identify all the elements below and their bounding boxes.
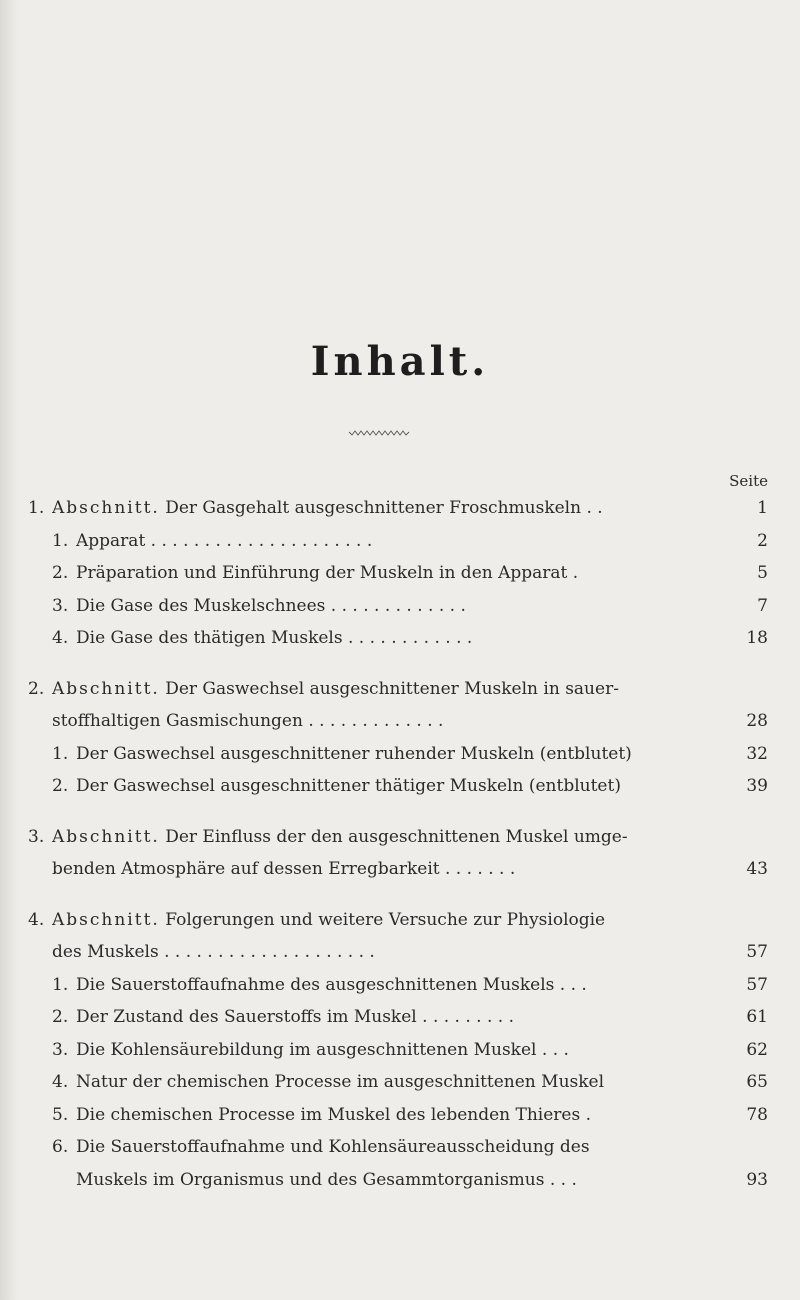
- toc-line: [28, 1131, 772, 1164]
- toc-section: [28, 904, 772, 969]
- toc-line: [28, 590, 772, 623]
- toc-line: [28, 557, 772, 590]
- item-number: 1.: [52, 743, 69, 764]
- item-number: 1.: [52, 530, 69, 551]
- item-number: 2.: [52, 563, 69, 583]
- toc-line: [28, 492, 772, 525]
- section-abschnitt: Abschnitt.: [52, 678, 160, 699]
- page-number: 5: [757, 563, 768, 583]
- toc-line: [28, 853, 772, 886]
- item-number: 4.: [52, 1072, 69, 1092]
- section-title: stoffhaltigen Gasmischungen . . . . . . . . . . . . .: [52, 711, 444, 731]
- item-title: Der Gaswechsel ausgeschnittener thätiger Muskeln (entblutet): [76, 776, 621, 796]
- table-of-contents: [28, 460, 772, 1196]
- section-gap: [28, 803, 772, 821]
- section-number: 2.: [28, 678, 45, 699]
- section-title: des Muskels . . . . . . . . . . . . . . . . . . . .: [52, 942, 375, 962]
- item-title: Natur der chemischen Processe im ausgeschnittenen Muskel: [76, 1072, 605, 1092]
- item-number: 1.: [52, 974, 69, 995]
- toc-line: [28, 821, 772, 854]
- item-number: 2.: [52, 776, 69, 796]
- toc-item: [28, 1001, 772, 1034]
- page-number: 2: [757, 530, 768, 551]
- toc-line: [28, 936, 772, 969]
- item-title: Die Gase des Muskelschnees . . . . . . . . . . . . .: [76, 595, 466, 616]
- toc-item: [28, 1034, 772, 1067]
- section-abschnitt: Abschnitt.: [52, 909, 160, 930]
- page-column-header: Seite: [729, 472, 768, 490]
- item-title: Apparat . . . . . . . . . . . . . . . . . . . . .: [76, 530, 373, 551]
- section-title: Abschnitt. Folgerungen und weitere Versuche zur Physiologie: [52, 909, 606, 930]
- toc-line: [28, 705, 772, 738]
- toc-item: [28, 770, 772, 803]
- toc-line: [28, 1099, 772, 1132]
- section-number: 3.: [28, 826, 45, 847]
- page-number: 39: [746, 776, 768, 796]
- section-gap: [28, 655, 772, 673]
- toc-line: [28, 1164, 772, 1197]
- section-abschnitt: Abschnitt.: [52, 498, 160, 518]
- toc-line: [28, 738, 772, 771]
- page-number: 65: [746, 1072, 768, 1092]
- section-abschnitt: Abschnitt.: [52, 826, 160, 847]
- page-number: 32: [746, 743, 768, 764]
- toc-item: [28, 738, 772, 771]
- section-number: 4.: [28, 909, 45, 930]
- toc-body: [28, 492, 772, 1196]
- page-number: 18: [746, 628, 768, 648]
- toc-item: [28, 622, 772, 655]
- item-title: Die Sauerstoffaufnahme des ausgeschnittenen Muskels . . .: [76, 974, 587, 995]
- ornament-divider: [348, 428, 410, 438]
- toc-section: [28, 821, 772, 886]
- toc-item: [28, 590, 772, 623]
- item-title: Der Zustand des Sauerstoffs im Muskel . . . . . . . . .: [76, 1007, 514, 1027]
- toc-line: [28, 673, 772, 706]
- toc-item: [28, 1066, 772, 1099]
- toc-item: [28, 1099, 772, 1132]
- toc-line: [28, 1034, 772, 1067]
- item-number: 3.: [52, 1039, 69, 1060]
- toc-line: [28, 1001, 772, 1034]
- item-title: Die Gase des thätigen Muskels . . . . . . . . . . . .: [76, 628, 473, 648]
- section-title: Abschnitt. Der Gasgehalt ausgeschnittener Froschmuskeln . .: [52, 498, 603, 518]
- section-gap: [28, 886, 772, 904]
- page-number: 7: [757, 595, 768, 616]
- item-title: Der Gaswechsel ausgeschnittener ruhender Muskeln (entblutet): [76, 743, 632, 764]
- page-number: 93: [746, 1169, 768, 1190]
- toc-line: [28, 525, 772, 558]
- page-number: 61: [746, 1007, 768, 1027]
- section-number: 1.: [28, 498, 45, 518]
- page-number: 1: [757, 498, 768, 518]
- item-number: 6.: [52, 1137, 69, 1157]
- toc-line: [28, 622, 772, 655]
- toc-section: [28, 492, 772, 525]
- toc-item: [28, 525, 772, 558]
- section-title: benden Atmosphäre auf dessen Erregbarkeit . . . . . . .: [52, 859, 516, 879]
- page-number: 28: [746, 711, 768, 731]
- toc-item: [28, 1131, 772, 1196]
- item-number: 3.: [52, 595, 69, 616]
- item-number: 4.: [52, 628, 69, 648]
- item-number: 5.: [52, 1104, 69, 1125]
- item-number: 2.: [52, 1007, 69, 1027]
- toc-line: [28, 904, 772, 937]
- page-title: Inhalt.: [310, 338, 490, 385]
- page-number: 78: [746, 1104, 768, 1125]
- toc-item: [28, 557, 772, 590]
- section-title: Abschnitt. Der Einfluss der den ausgeschnittenen Muskel umge-: [52, 826, 628, 847]
- page-number: 57: [746, 942, 768, 962]
- toc-line: [28, 969, 772, 1002]
- page-number: 62: [746, 1039, 768, 1060]
- page-number: 57: [746, 974, 768, 995]
- item-title: Präparation und Einführung der Muskeln in den Apparat .: [76, 563, 579, 583]
- page-edge: [0, 0, 18, 1300]
- toc-item: [28, 969, 772, 1002]
- item-title: Die Sauerstoffaufnahme und Kohlensäureausscheidung des: [76, 1137, 590, 1157]
- toc-line: [28, 1066, 772, 1099]
- item-title: Die Kohlensäurebildung im ausgeschnittenen Muskel . . .: [76, 1039, 569, 1060]
- toc-section: [28, 673, 772, 738]
- section-title: Abschnitt. Der Gaswechsel ausgeschnittener Muskeln in sauer-: [52, 678, 619, 699]
- toc-line: [28, 770, 772, 803]
- item-title: Muskels im Organismus und des Gesammtorganismus . . .: [76, 1169, 577, 1190]
- item-title: Die chemischen Processe im Muskel des lebenden Thieres .: [76, 1104, 592, 1125]
- page-number: 43: [746, 859, 768, 879]
